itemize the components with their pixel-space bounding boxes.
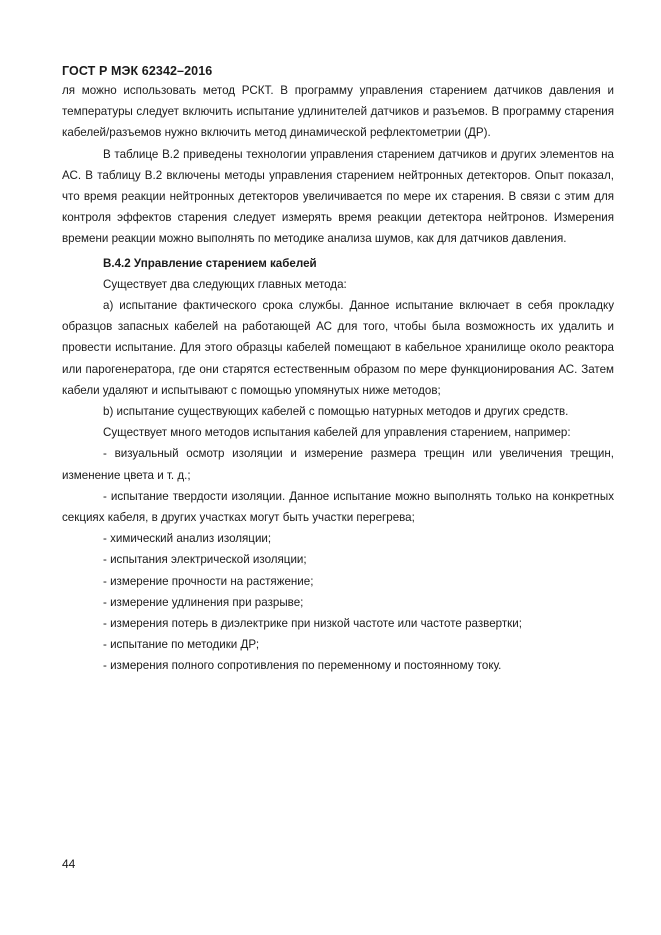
paragraph: b) испытание существующих кабелей с помощью натурных методов и других средств. [103, 405, 569, 419]
paragraph: ля можно использовать метод РСКТ. В программу управления старением датчиков давления и температуры следует включить испытание удлинителей датчиков и разъемов. В программу старения кабелей/разъемов нужно включить метод динамической рефлектометрии (ДР). [62, 84, 614, 140]
list-item: - измерение прочности на растяжение; [103, 574, 314, 588]
page-number: 44 [62, 857, 76, 871]
list-item: - химический анализ изоляции; [103, 532, 272, 546]
paragraph: Существует много методов испытания кабелей для управления старением, например: [103, 426, 571, 440]
list-item: - измерения полного сопротивления по переменному и постоянному току. [103, 659, 502, 673]
document-body [62, 80, 614, 677]
paragraph: Существует два следующих главных метода: [103, 277, 347, 291]
paragraph: В таблице В.2 приведены технологии управления старением датчиков и других элементов на АС. В таблицу В.2 включены методы управления старением нейтронных детекторов. Опыт показал, что время реакции нейтронных детекторов увеличивается по мере их старения. В связи с этим для контроля эффектов старения следует измерять время реакции детектора нейтронов. Измерения времени реакции можно выполнять по методике анализа шумов, как для датчиков давления. [62, 147, 614, 246]
paragraph: а) испытание фактического срока службы. Данное испытание включает в себя прокладку образцов запасных кабелей на работающей АС для того, чтобы была возможность их удалить и провести испытание. Для этого образцы кабелей помещают в кабельное хранилище около реактора или парогенератора, где они старятся естественным образом по мере функционирования АС. Затем кабели удаляют и испытывают с помощью упомянутых ниже методов; [62, 299, 614, 397]
list-item: - измерение удлинения при разрыве; [103, 595, 304, 609]
list-item: - испытание по методики ДР; [103, 638, 260, 652]
list-item: - визуальный осмотр изоляции и измерение размера трещин или увеличения трещин, изменение цвета и т. д.; [62, 447, 614, 482]
list-item: - испытание твердости изоляции. Данное испытание можно выполнять только на конкретных секциях кабеля, в других участках могут быть участки перегрева; [62, 489, 614, 525]
list-item: - измерения потерь в диэлектрике при низкой частоте или частоте развертки; [103, 617, 522, 631]
list-item: - испытания электрической изоляции; [103, 553, 307, 567]
section-heading: В.4.2 Управление старением кабелей [103, 256, 317, 270]
document-header: ГОСТ Р МЭК 62342–2016 [62, 64, 213, 78]
